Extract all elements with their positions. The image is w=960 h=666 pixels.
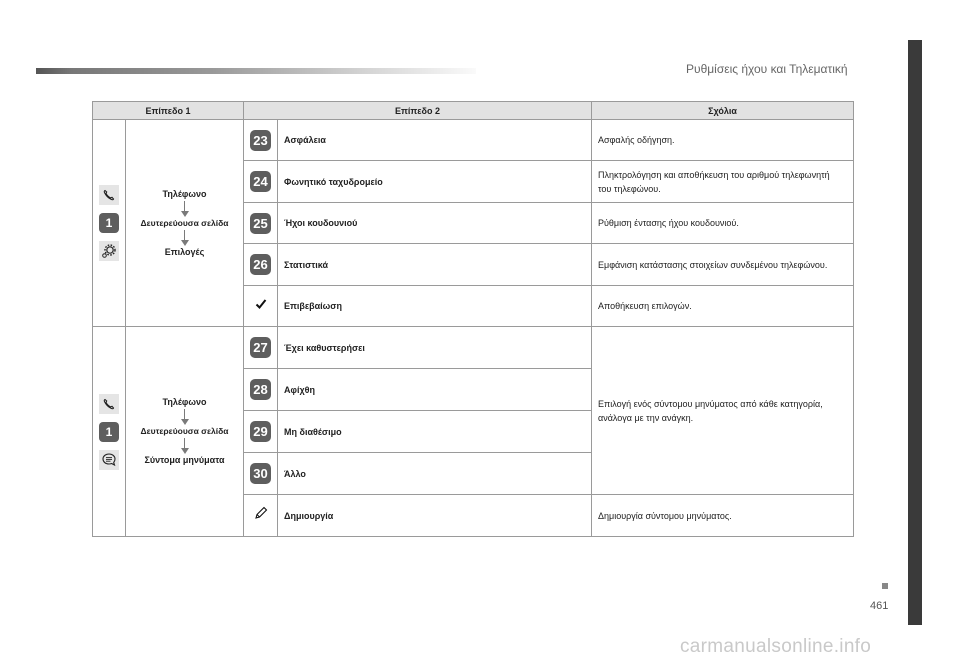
- level2-label: Άλλο: [278, 453, 592, 495]
- message-icon: [99, 450, 119, 470]
- level1-icons: [93, 327, 126, 537]
- arrow-down-icon: [181, 201, 189, 217]
- level1-path: [126, 120, 244, 327]
- comment-text: Εμφάνιση κατάστασης στοιχείων συνδεμένου τηλεφώνου.: [592, 244, 854, 286]
- level2-label: Έχει καθυστερήσει: [278, 327, 592, 369]
- header-comments: Σχόλια: [592, 102, 854, 120]
- watermark: carmanualsonline.info: [680, 636, 872, 657]
- item-badge: 29: [250, 421, 271, 442]
- level1-step: Τηλέφωνο: [162, 397, 207, 407]
- header-level1: Επίπεδο 1: [93, 102, 244, 120]
- comment-text: Αποθήκευση επιλογών.: [592, 286, 854, 327]
- table-row: [93, 327, 854, 369]
- phone-icon: [99, 394, 119, 414]
- header-gradient-bar: [36, 68, 476, 74]
- arrow-down-icon: [181, 438, 189, 454]
- level2-label: Ασφάλεια: [278, 120, 592, 161]
- page-marker: [882, 583, 888, 589]
- table-row: [93, 120, 854, 161]
- shared-comment-text: Επιλογή ενός σύντομου μηνύματος από κάθε κατηγορία, ανάλογα με την ανάγκη.: [592, 327, 854, 495]
- pencil-icon: [244, 495, 278, 537]
- level1-step: Επιλογές: [164, 246, 205, 257]
- level1-step: Τηλέφωνο: [162, 188, 207, 199]
- side-tab-bar: [908, 40, 922, 625]
- comment-text: Ασφαλής οδήγηση.: [592, 120, 854, 161]
- page-header-title: Ρυθμίσεις ήχου και Τηλεματική: [686, 62, 848, 76]
- check-icon: [244, 286, 278, 327]
- item-badge: 26: [250, 254, 271, 275]
- comment-text: Δημιουργία σύντομου μηνύματος.: [592, 495, 854, 537]
- level-badge: 1: [99, 213, 119, 233]
- item-badge: 28: [250, 379, 271, 400]
- header-level2: Επίπεδο 2: [244, 102, 592, 120]
- level1-icons: [93, 120, 126, 327]
- level2-label: Μη διαθέσιμο: [278, 411, 592, 453]
- level2-label: Ήχοι κουδουνιού: [278, 203, 592, 244]
- level1-path: [126, 327, 244, 537]
- settings-table: [92, 101, 854, 537]
- arrow-down-icon: [181, 409, 189, 425]
- level2-label: Στατιστικά: [278, 244, 592, 286]
- phone-icon: [99, 185, 119, 205]
- item-badge: 24: [250, 171, 271, 192]
- item-badge: 23: [250, 130, 271, 151]
- level-badge: 1: [99, 422, 119, 442]
- comment-text: Πληκτρολόγηση και αποθήκευση του αριθμού τηλεφωνητή του τηλεφώνου.: [592, 161, 854, 203]
- arrow-down-icon: [181, 230, 189, 246]
- item-badge: 27: [250, 337, 271, 358]
- comment-text: Ρύθμιση έντασης ήχου κουδουνιού.: [592, 203, 854, 244]
- level2-label: Αφίχθη: [278, 369, 592, 411]
- level2-label: Δημιουργία: [278, 495, 592, 537]
- item-badge: 25: [250, 213, 271, 234]
- level1-step: Σύντομα μηνύματα: [144, 455, 225, 465]
- level1-step: Δευτερεύουσα σελίδα: [140, 217, 229, 228]
- level1-step: Δευτερεύουσα σελίδα: [140, 426, 229, 436]
- table-header-row: [93, 102, 854, 120]
- level2-label: Επιβεβαίωση: [278, 286, 592, 327]
- level2-label: Φωνητικό ταχυδρομείο: [278, 161, 592, 203]
- page-number: 461: [870, 600, 889, 612]
- item-badge: 30: [250, 463, 271, 484]
- gear-icon: [99, 241, 119, 261]
